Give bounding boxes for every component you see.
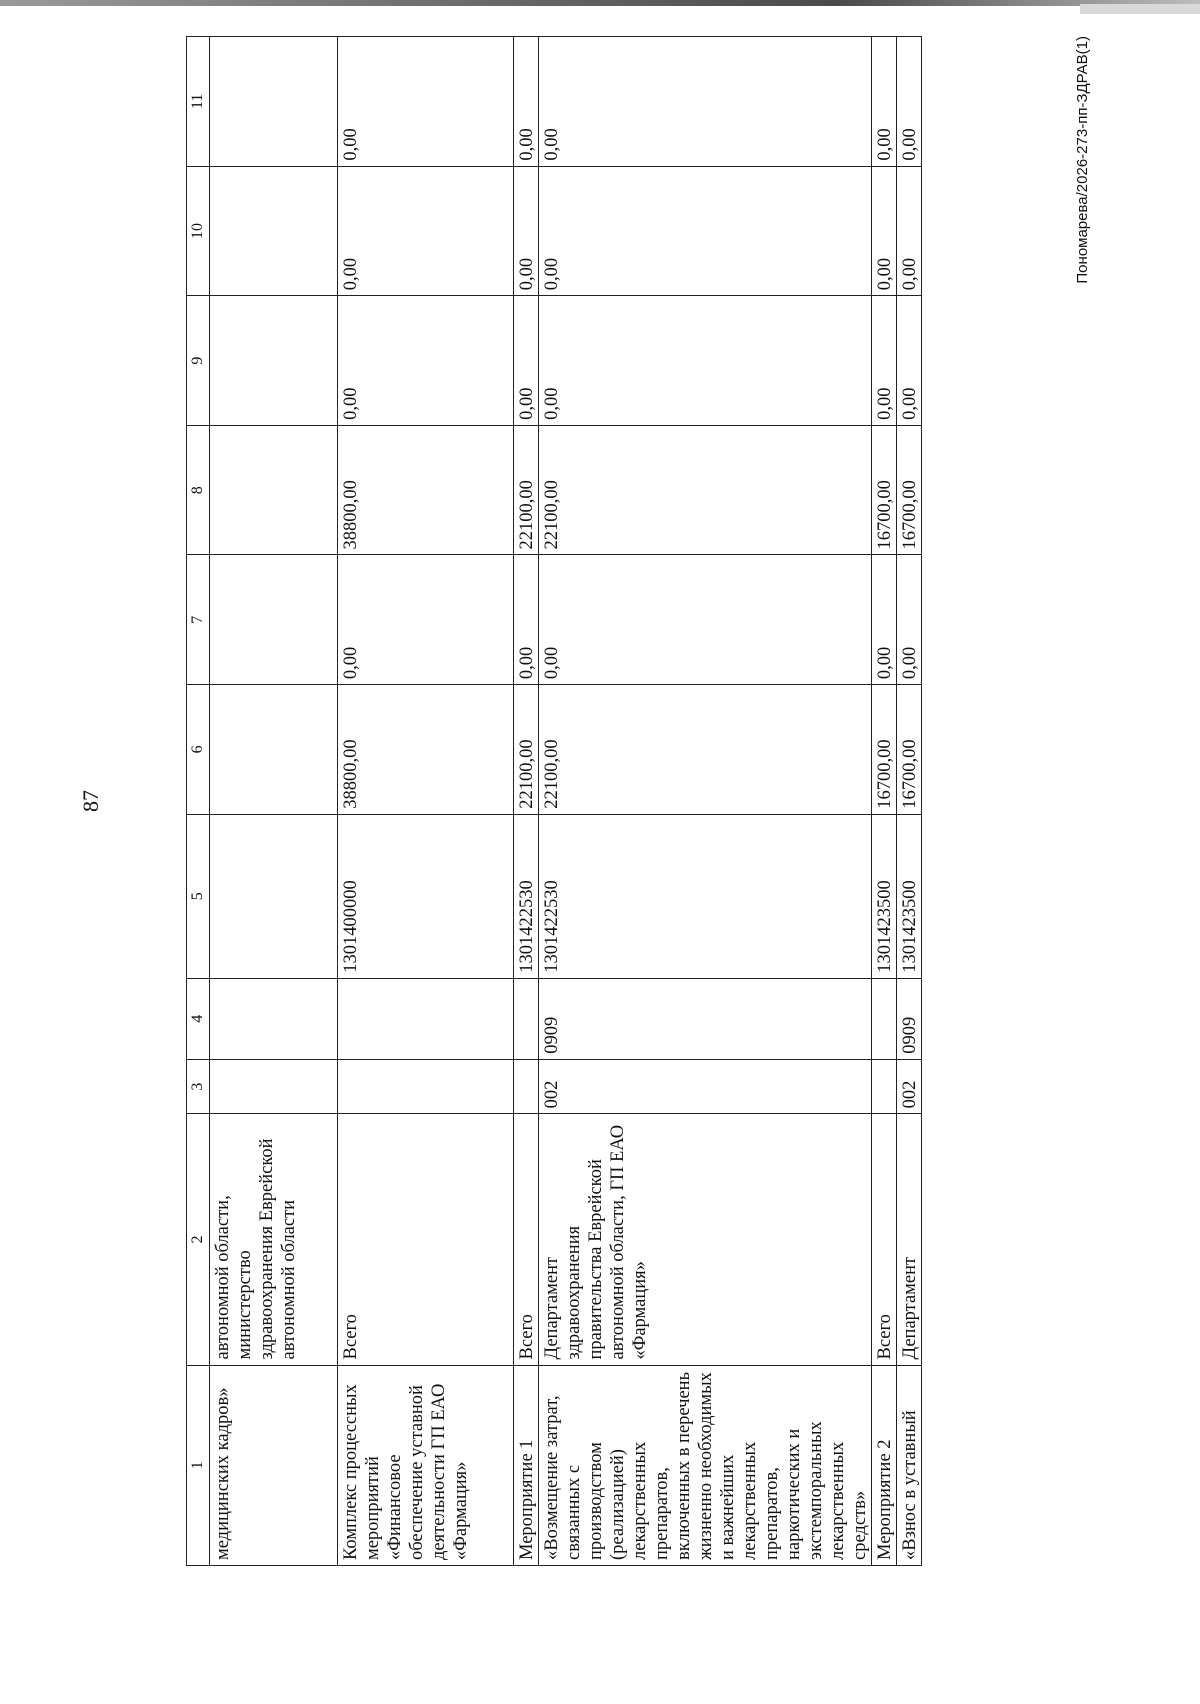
cell-value: 38800,00 bbox=[338, 425, 514, 555]
table-row bbox=[897, 37, 922, 1566]
document-code: Пономарева/2026-273-пп-ЗДРАВ(1) bbox=[1074, 36, 1091, 284]
cell-target-article: 1301423500 bbox=[872, 814, 897, 978]
cell-value: 0,00 bbox=[539, 555, 872, 685]
cell-section bbox=[872, 978, 897, 1059]
cell-value bbox=[210, 166, 338, 296]
cell-executor: Всего bbox=[338, 1114, 514, 1365]
column-number: 1 bbox=[187, 1365, 210, 1565]
column-number: 5 bbox=[187, 814, 210, 978]
cell-executor: Всего bbox=[514, 1114, 539, 1365]
scan-top-edge bbox=[0, 0, 1200, 6]
cell-section bbox=[210, 978, 338, 1059]
cell-grbs bbox=[872, 1059, 897, 1114]
column-number-row bbox=[187, 37, 210, 1566]
cell-program-name: «Возмещение затрат, связанных с производством (реализацией) лекарственных препаратов, включенных в перечень жизненно необходимых и важнейших лекарственных препаратов, наркотических и экстемпоральных лекарственных средств» bbox=[539, 1365, 872, 1565]
cell-value: 22100,00 bbox=[539, 425, 872, 555]
cell-value: 16700,00 bbox=[872, 425, 897, 555]
cell-value: 0,00 bbox=[872, 555, 897, 685]
cell-value: 0,00 bbox=[539, 296, 872, 426]
table-row bbox=[872, 37, 897, 1566]
cell-total: 22100,00 bbox=[514, 685, 539, 815]
column-number: 7 bbox=[187, 555, 210, 685]
cell-executor: Всего bbox=[872, 1114, 897, 1365]
cell-target-article: 1301400000 bbox=[338, 814, 514, 978]
cell-executor: Департамент bbox=[897, 1114, 922, 1365]
cell-section: 0909 bbox=[539, 978, 872, 1059]
cell-value: 0,00 bbox=[872, 37, 897, 167]
cell-executor: Департамент здравоохранения правительства Еврейской автономной области, ГП ЕАО «Фармация» bbox=[539, 1114, 872, 1365]
column-number: 11 bbox=[187, 37, 210, 167]
cell-value: 16700,00 bbox=[897, 425, 922, 555]
cell-target-article: 1301422530 bbox=[514, 814, 539, 978]
cell-value: 0,00 bbox=[338, 555, 514, 685]
cell-value bbox=[210, 425, 338, 555]
cell-grbs: 002 bbox=[539, 1059, 872, 1114]
cell-value: 0,00 bbox=[897, 37, 922, 167]
column-number: 2 bbox=[187, 1114, 210, 1365]
cell-value: 0,00 bbox=[897, 555, 922, 685]
cell-target-article bbox=[210, 814, 338, 978]
table-row bbox=[210, 37, 338, 1566]
table-row bbox=[514, 37, 539, 1566]
budget-table bbox=[186, 36, 922, 1566]
cell-program-name: медицинских кадров» bbox=[210, 1365, 338, 1565]
cell-value: 0,00 bbox=[872, 166, 897, 296]
cell-value: 22100,00 bbox=[514, 425, 539, 555]
cell-value: 0,00 bbox=[338, 37, 514, 167]
cell-value bbox=[210, 37, 338, 167]
cell-value bbox=[210, 296, 338, 426]
column-number: 8 bbox=[187, 425, 210, 555]
table-row bbox=[539, 37, 872, 1566]
cell-section bbox=[514, 978, 539, 1059]
cell-value: 0,00 bbox=[338, 166, 514, 296]
cell-program-name: Мероприятие 1 bbox=[514, 1365, 539, 1565]
column-number: 3 bbox=[187, 1059, 210, 1114]
cell-value: 0,00 bbox=[514, 166, 539, 296]
cell-value: 0,00 bbox=[514, 37, 539, 167]
cell-total: 16700,00 bbox=[872, 685, 897, 815]
cell-value: 0,00 bbox=[514, 296, 539, 426]
cell-value: 0,00 bbox=[897, 296, 922, 426]
cell-grbs bbox=[514, 1059, 539, 1114]
rotated-page bbox=[78, 36, 1091, 1566]
cell-value bbox=[210, 555, 338, 685]
cell-program-name: Мероприятие 2 bbox=[872, 1365, 897, 1565]
page-number: 87 bbox=[78, 790, 103, 812]
column-number: 9 bbox=[187, 296, 210, 426]
cell-value: 0,00 bbox=[872, 296, 897, 426]
table-row bbox=[338, 37, 514, 1566]
column-number: 4 bbox=[187, 978, 210, 1059]
cell-target-article: 1301422530 bbox=[539, 814, 872, 978]
cell-target-article: 1301423500 bbox=[897, 814, 922, 978]
cell-section bbox=[338, 978, 514, 1059]
cell-section: 0909 bbox=[897, 978, 922, 1059]
cell-value: 0,00 bbox=[539, 166, 872, 296]
column-number: 6 bbox=[187, 685, 210, 815]
cell-program-name: Комплекс процессных мероприятий «Финансовое обеспечение уставной деятельности ГП ЕАО «Фармация» bbox=[338, 1365, 514, 1565]
cell-grbs bbox=[210, 1059, 338, 1114]
cell-total bbox=[210, 685, 338, 815]
cell-value: 0,00 bbox=[514, 555, 539, 685]
cell-total: 38800,00 bbox=[338, 685, 514, 815]
cell-total: 22100,00 bbox=[539, 685, 872, 815]
scan-top-edge-corner bbox=[1080, 4, 1200, 14]
cell-grbs bbox=[338, 1059, 514, 1114]
cell-value: 0,00 bbox=[897, 166, 922, 296]
cell-total: 16700,00 bbox=[897, 685, 922, 815]
cell-executor: автономной области, министерство здравоохранения Еврейской автономной области bbox=[210, 1114, 338, 1365]
cell-program-name: «Взнос в уставный bbox=[897, 1365, 922, 1565]
column-number: 10 bbox=[187, 166, 210, 296]
cell-value: 0,00 bbox=[539, 37, 872, 167]
cell-grbs: 002 bbox=[897, 1059, 922, 1114]
cell-value: 0,00 bbox=[338, 296, 514, 426]
